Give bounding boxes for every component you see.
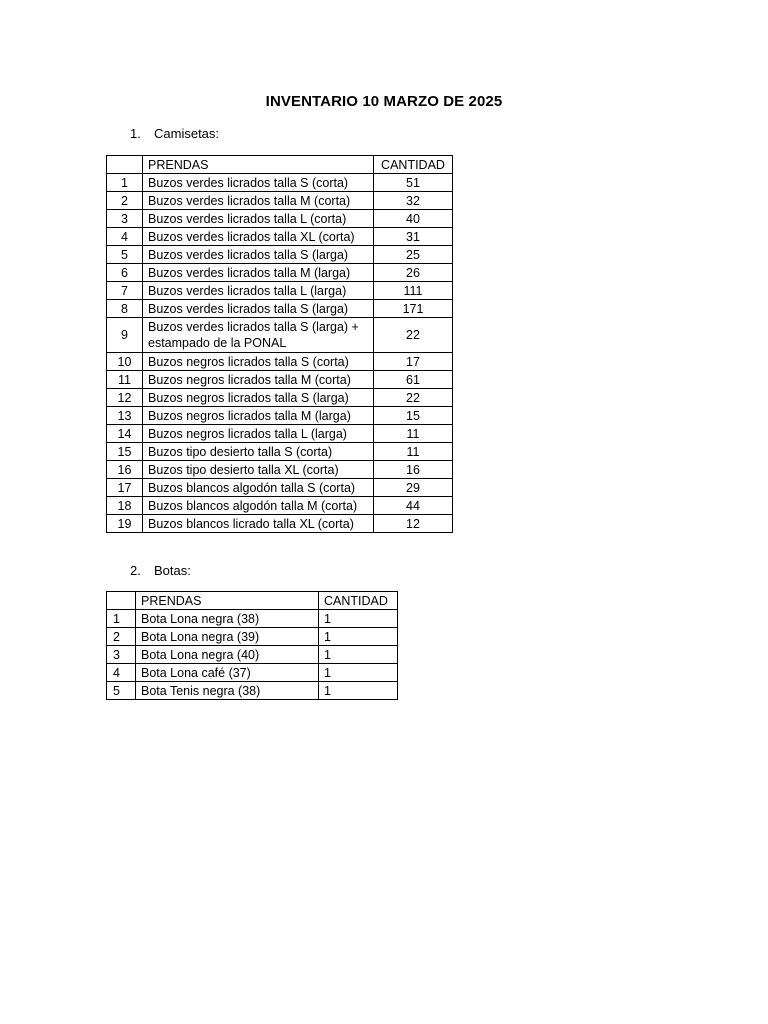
row-index: 1	[107, 610, 136, 628]
row-index: 9	[107, 318, 143, 353]
row-index: 1	[107, 174, 143, 192]
camisetas-table	[106, 155, 453, 533]
row-item: Buzos blancos licrado talla XL (corta)	[143, 515, 374, 533]
row-index: 16	[107, 461, 143, 479]
row-index: 6	[107, 264, 143, 282]
table-row	[107, 646, 398, 664]
row-quantity: 31	[374, 228, 453, 246]
row-quantity: 1	[319, 682, 398, 700]
row-quantity: 11	[374, 443, 453, 461]
header-prendas: PRENDAS	[143, 156, 374, 174]
row-index: 2	[107, 628, 136, 646]
table-row	[107, 407, 453, 425]
camisetas-table-body	[107, 174, 453, 533]
row-index: 17	[107, 479, 143, 497]
row-quantity: 1	[319, 646, 398, 664]
row-quantity: 22	[374, 318, 453, 353]
row-item: Buzos verdes licrados talla XL (corta)	[143, 228, 374, 246]
table-row	[107, 246, 453, 264]
row-item: Buzos tipo desierto talla XL (corta)	[143, 461, 374, 479]
table-row	[107, 371, 453, 389]
row-item: Buzos negros licrados talla S (larga)	[143, 389, 374, 407]
table-row	[107, 192, 453, 210]
section-heading-camisetas	[130, 126, 219, 141]
row-item: Buzos blancos algodón talla M (corta)	[143, 497, 374, 515]
table-row	[107, 264, 453, 282]
section-title: Camisetas:	[154, 126, 220, 141]
section-heading-botas	[130, 563, 191, 578]
table-row	[107, 664, 398, 682]
table-row	[107, 353, 453, 371]
row-item: Buzos negros licrados talla M (corta)	[143, 371, 374, 389]
row-item: Buzos blancos algodón talla S (corta)	[143, 479, 374, 497]
row-index: 12	[107, 389, 143, 407]
header-cantidad: CANTIDAD	[374, 156, 453, 174]
row-item: Bota Lona negra (40)	[136, 646, 319, 664]
row-quantity: 40	[374, 210, 453, 228]
section-number: 2.	[130, 563, 141, 578]
row-item: Bota Tenis negra (38)	[136, 682, 319, 700]
table-row	[107, 610, 398, 628]
row-item: Bota Lona negra (39)	[136, 628, 319, 646]
document-title: INVENTARIO 10 MARZO DE 2025	[265, 93, 503, 110]
row-index: 14	[107, 425, 143, 443]
row-item: Bota Lona café (37)	[136, 664, 319, 682]
row-index: 4	[107, 228, 143, 246]
table-row	[107, 425, 453, 443]
row-item: Buzos verdes licrados talla S (larga) + estampado de la PONAL	[143, 318, 374, 353]
row-item: Buzos verdes licrados talla S (corta)	[143, 174, 374, 192]
row-quantity: 111	[374, 282, 453, 300]
row-quantity: 44	[374, 497, 453, 515]
row-index: 7	[107, 282, 143, 300]
table-row	[107, 682, 398, 700]
row-index: 5	[107, 682, 136, 700]
row-index: 15	[107, 443, 143, 461]
row-index: 11	[107, 371, 143, 389]
row-quantity: 1	[319, 610, 398, 628]
row-index: 3	[107, 210, 143, 228]
row-quantity: 15	[374, 407, 453, 425]
row-quantity: 171	[374, 300, 453, 318]
botas-table	[106, 591, 398, 700]
row-index: 19	[107, 515, 143, 533]
header-cantidad: CANTIDAD	[319, 592, 398, 610]
row-quantity: 16	[374, 461, 453, 479]
row-index: 18	[107, 497, 143, 515]
table-row	[107, 628, 398, 646]
table-row	[107, 515, 453, 533]
row-quantity: 32	[374, 192, 453, 210]
table-row	[107, 479, 453, 497]
row-index: 2	[107, 192, 143, 210]
table-row	[107, 228, 453, 246]
row-quantity: 61	[374, 371, 453, 389]
table-row	[107, 389, 453, 407]
table-row	[107, 174, 453, 192]
table-row	[107, 318, 453, 353]
row-item: Buzos verdes licrados talla L (larga)	[143, 282, 374, 300]
row-item: Buzos verdes licrados talla S (larga)	[143, 246, 374, 264]
row-index: 3	[107, 646, 136, 664]
row-quantity: 11	[374, 425, 453, 443]
header-prendas: PRENDAS	[136, 592, 319, 610]
row-index: 10	[107, 353, 143, 371]
table-header-row	[107, 592, 398, 610]
row-quantity: 25	[374, 246, 453, 264]
row-item: Bota Lona negra (38)	[136, 610, 319, 628]
section-title: Botas:	[154, 563, 191, 578]
row-index: 5	[107, 246, 143, 264]
row-quantity: 26	[374, 264, 453, 282]
row-quantity: 1	[319, 664, 398, 682]
row-item: Buzos negros licrados talla S (corta)	[143, 353, 374, 371]
row-quantity: 51	[374, 174, 453, 192]
section-number: 1.	[130, 126, 141, 141]
row-item: Buzos tipo desierto talla S (corta)	[143, 443, 374, 461]
row-item: Buzos verdes licrados talla M (larga)	[143, 264, 374, 282]
row-quantity: 1	[319, 628, 398, 646]
row-quantity: 29	[374, 479, 453, 497]
row-quantity: 22	[374, 389, 453, 407]
table-row	[107, 210, 453, 228]
row-index: 8	[107, 300, 143, 318]
table-header-row	[107, 156, 453, 174]
header-index	[107, 156, 143, 174]
row-quantity: 17	[374, 353, 453, 371]
row-index: 4	[107, 664, 136, 682]
table-row	[107, 300, 453, 318]
row-index: 13	[107, 407, 143, 425]
table-row	[107, 282, 453, 300]
row-quantity: 12	[374, 515, 453, 533]
row-item: Buzos negros licrados talla L (larga)	[143, 425, 374, 443]
header-index	[107, 592, 136, 610]
row-item: Buzos negros licrados talla M (larga)	[143, 407, 374, 425]
table-row	[107, 497, 453, 515]
row-item: Buzos verdes licrados talla M (corta)	[143, 192, 374, 210]
table-row	[107, 443, 453, 461]
table-row	[107, 461, 453, 479]
row-item: Buzos verdes licrados talla S (larga)	[143, 300, 374, 318]
botas-table-body	[107, 610, 398, 700]
row-item: Buzos verdes licrados talla L (corta)	[143, 210, 374, 228]
